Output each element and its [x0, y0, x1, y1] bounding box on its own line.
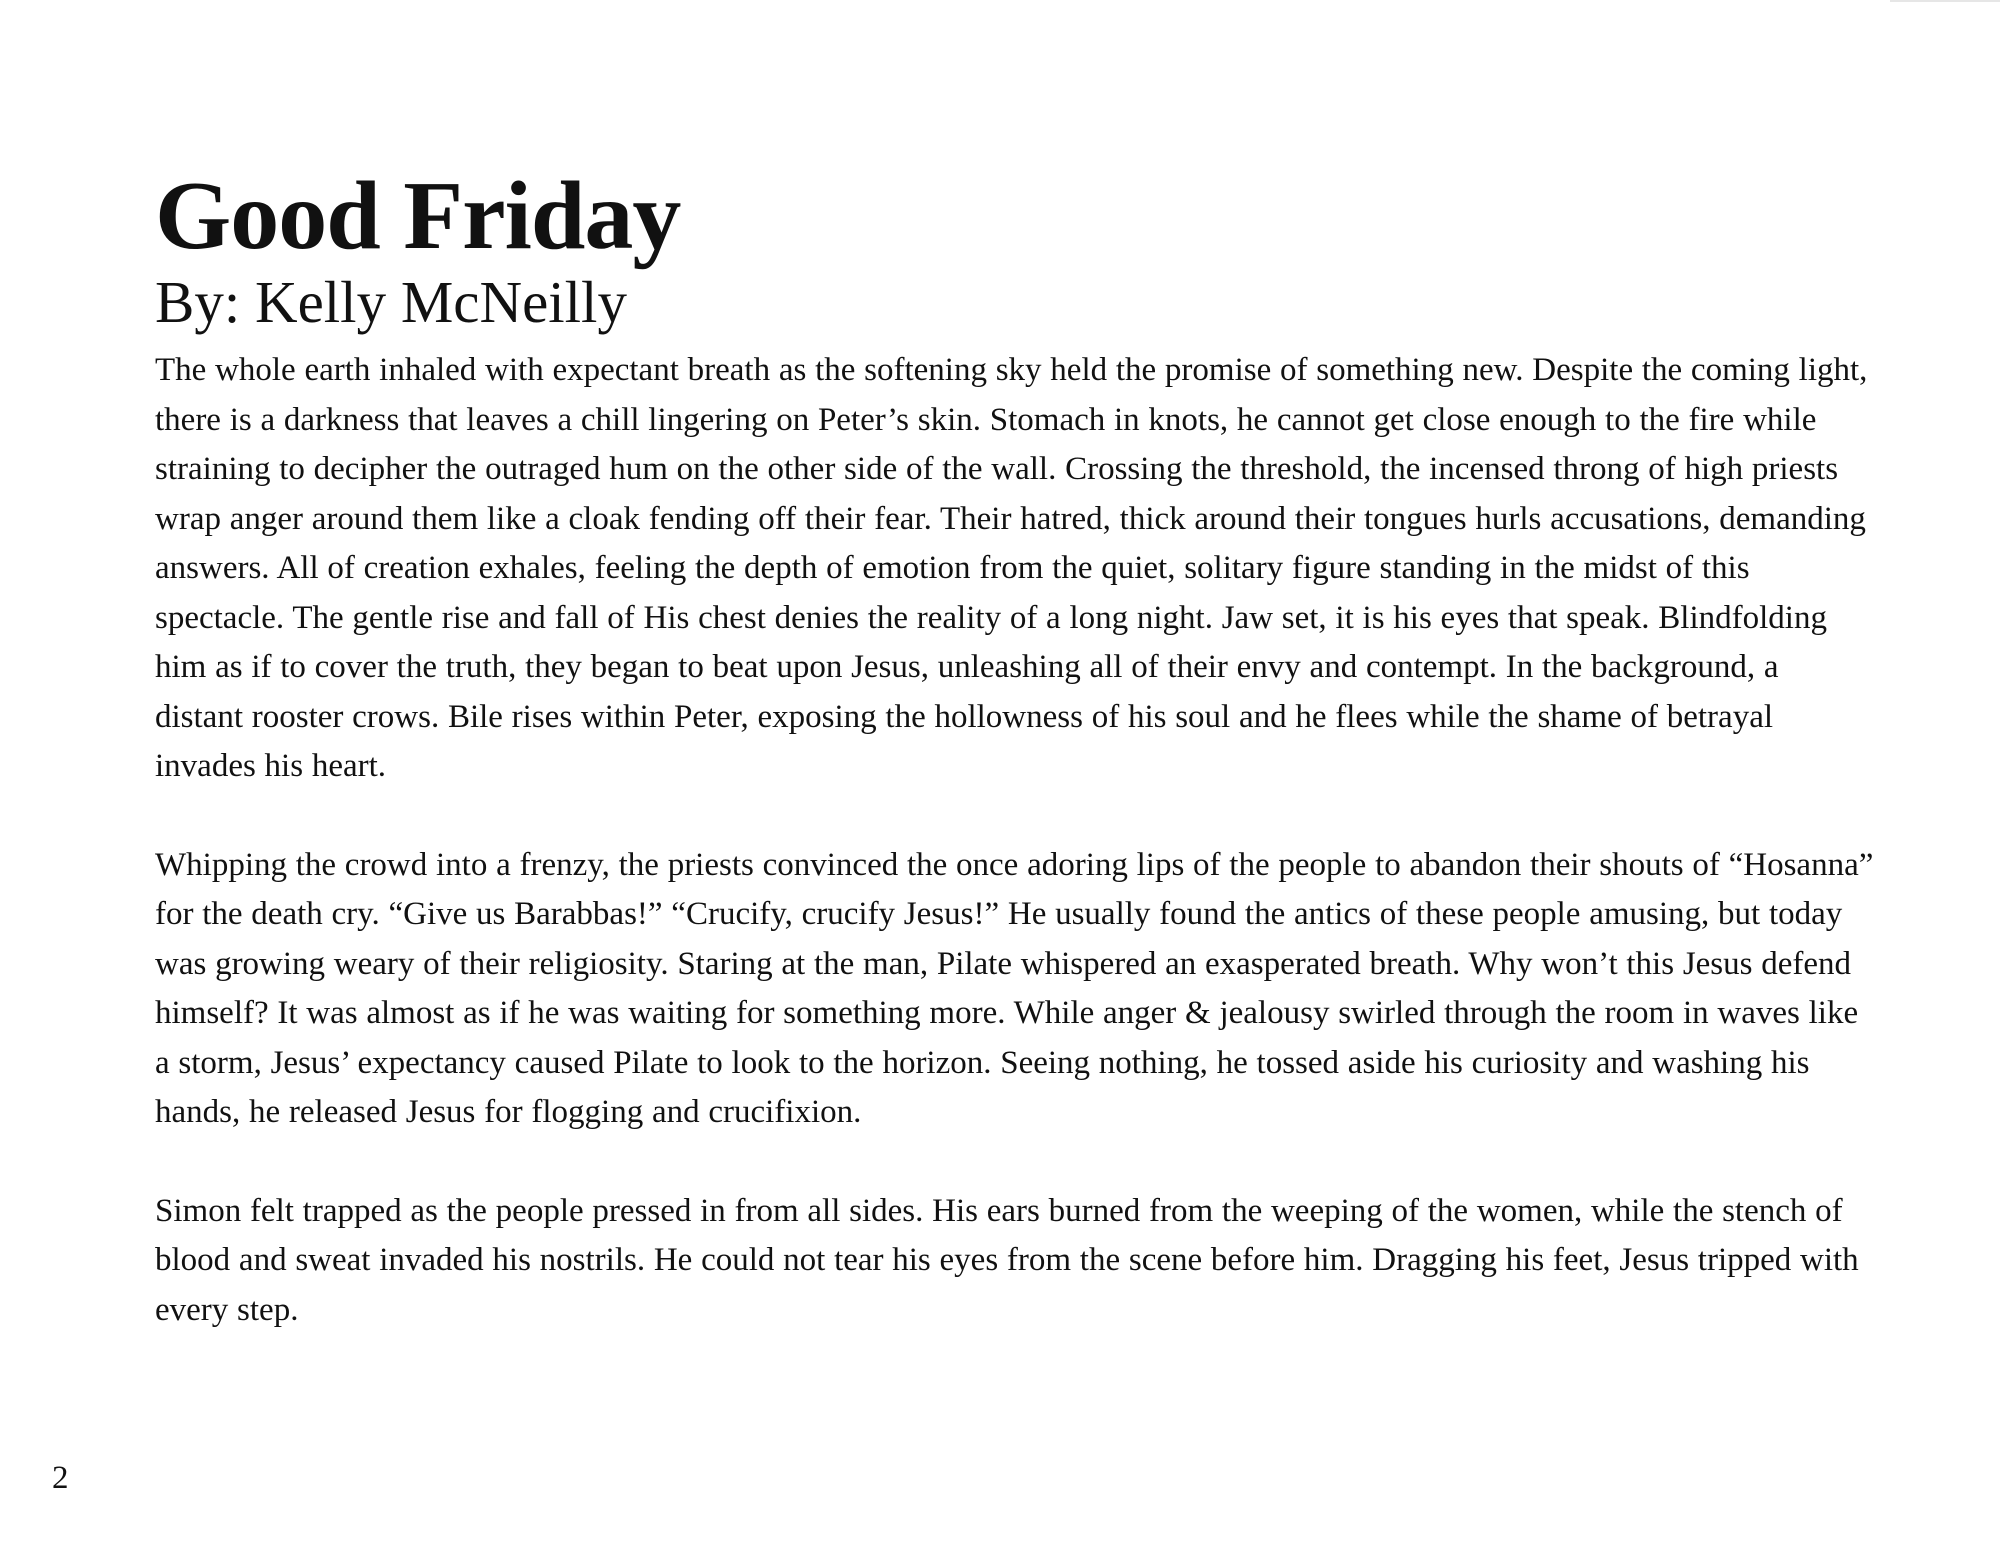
page-number: 2: [52, 1460, 69, 1496]
author-byline: By: Kelly McNeilly: [155, 269, 627, 335]
document-page: [155, 160, 1875, 1384]
paragraph-3: Simon felt trapped as the people pressed in from all sides. His ears burned from the weeping of the women, while the stench of blood and sweat invaded his nostrils. He could not tear his eyes from the scene before him. Dragging his feet, Jesus tripped with every step.: [155, 1192, 1859, 1328]
paragraph-1: The whole earth inhaled with expectant breath as the softening sky held the promise of something new. Despite the coming light, there is a darkness that leaves a chill lingering on Peter’s skin. Stomach in knots, he cannot get close enough to the fire while straining to decipher the outraged hum on the other side of the wall. Crossing the threshold, the incensed throng of high priests wrap anger around them like a cloak fending off their fear. Their hatred, thick around their tongues hurls accusations, demanding answers. All of creation exhales, feeling the depth of emotion from the quiet, solitary figure standing in the midst of this spectacle. The gentle rise and fall of His chest denies the reality of a long night. Jaw set, it is his eyes that speak. Blindfolding him as if to cover the truth, they began to beat upon Jesus, unleashing all of their envy and contempt. In the background, a distant rooster crows. Bile rises within Peter, exposing the hollowness of his soul and he flees while the shame of betrayal invades his heart.: [155, 352, 1868, 784]
paragraph-2: Whipping the crowd into a frenzy, the priests convinced the once adoring lips of the people to abandon their shouts of “Hosanna” for the death cry. “Give us Barabbas!” “Crucify, crucify Jesus!” He usually found the antics of these people amusing, but today was growing weary of their religiosity. Staring at the man, Pilate whispered an exasperated breath. Why won’t this Jesus defend himself? It was almost as if he was waiting for something more. While anger & jealousy swirled through the room in waves like a storm, Jesus’ expectancy caused Pilate to look to the horizon. Seeing nothing, he tossed aside his curiosity and washing his hands, he released Jesus for flogging and crucifixion.: [155, 846, 1874, 1130]
top-edge-rule: [1890, 0, 2000, 2]
document-title: Good Friday: [155, 162, 681, 270]
document-body: [155, 346, 1875, 1335]
